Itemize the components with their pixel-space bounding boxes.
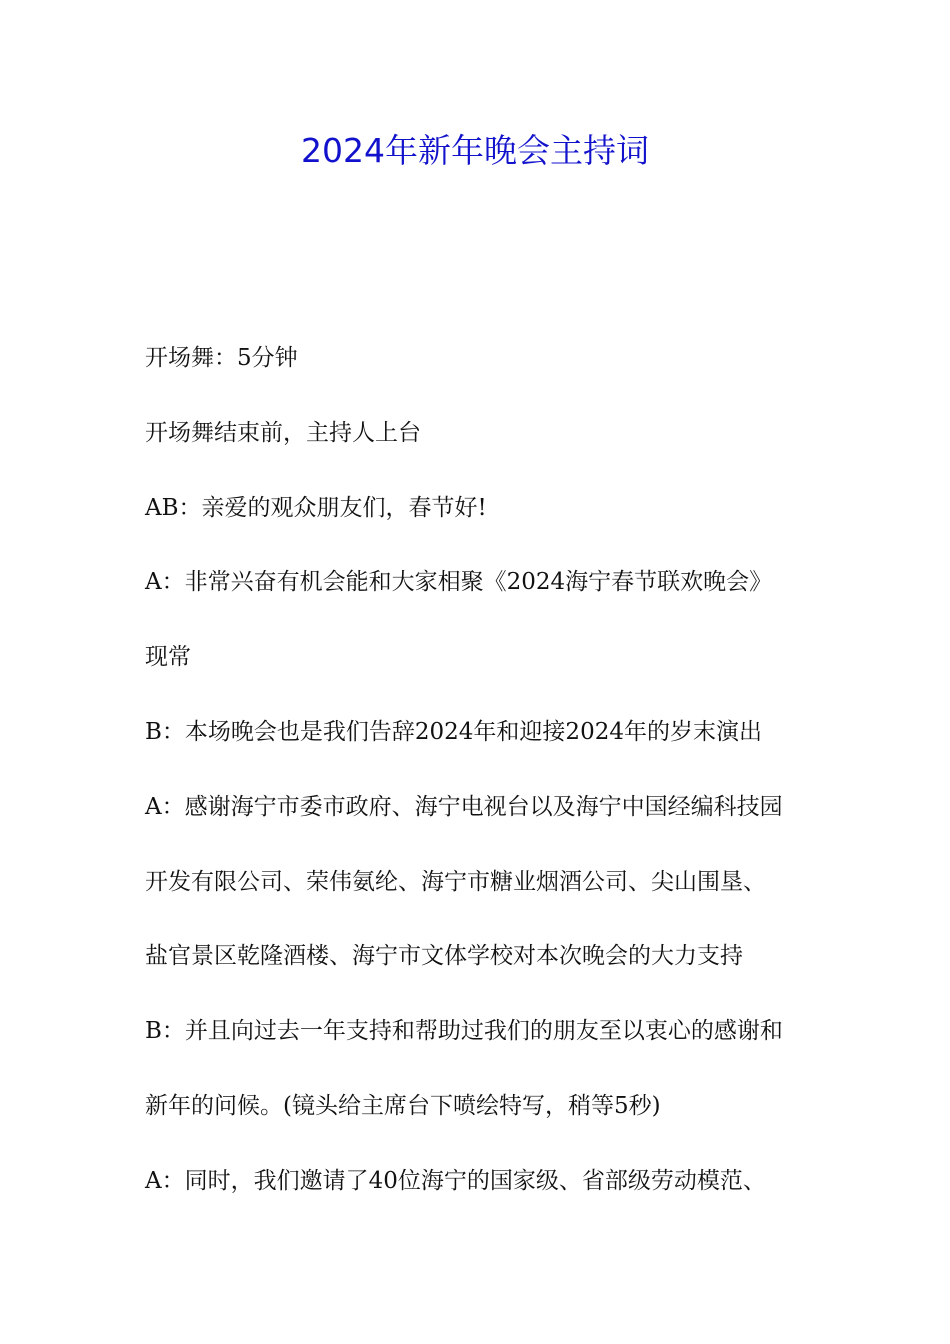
text-line: 盐官景区乾隆酒楼、海宁市文体学校对本次晚会的大力支持 xyxy=(145,943,743,970)
text-line: B：本场晚会也是我们告辞2024年和迎接2024年的岁末演出 xyxy=(145,718,762,745)
text-line: AB：亲爱的观众朋友们，春节好! xyxy=(145,494,487,521)
document-title: 2024年新年晚会主持词 xyxy=(301,131,649,170)
text-line: A：同时，我们邀请了40位海宁的国家级、省部级劳动模范、 xyxy=(145,1167,766,1194)
text-line: 开发有限公司、荣伟氨纶、海宁市糖业烟酒公司、尖山围垦、 xyxy=(145,868,766,895)
text-line: A：感谢海宁市委市政府、海宁电视台以及海宁中国经编科技园 xyxy=(145,793,783,820)
text-line: A：非常兴奋有机会能和大家相聚《2024海宁春节联欢晚会》 xyxy=(145,569,773,596)
text-line: B：并且向过去一年支持和帮助过我们的朋友至以衷心的感谢和 xyxy=(145,1018,783,1045)
text-line: 开场舞结束前，主持人上台 xyxy=(145,419,421,446)
text-line: 开场舞：5分钟 xyxy=(145,345,298,371)
text-line: 现常 xyxy=(145,644,191,671)
document-body xyxy=(145,333,825,1231)
text-line: 新年的问候。(镜头给主席台下喷绘特写，稍等5秒) xyxy=(145,1092,661,1119)
